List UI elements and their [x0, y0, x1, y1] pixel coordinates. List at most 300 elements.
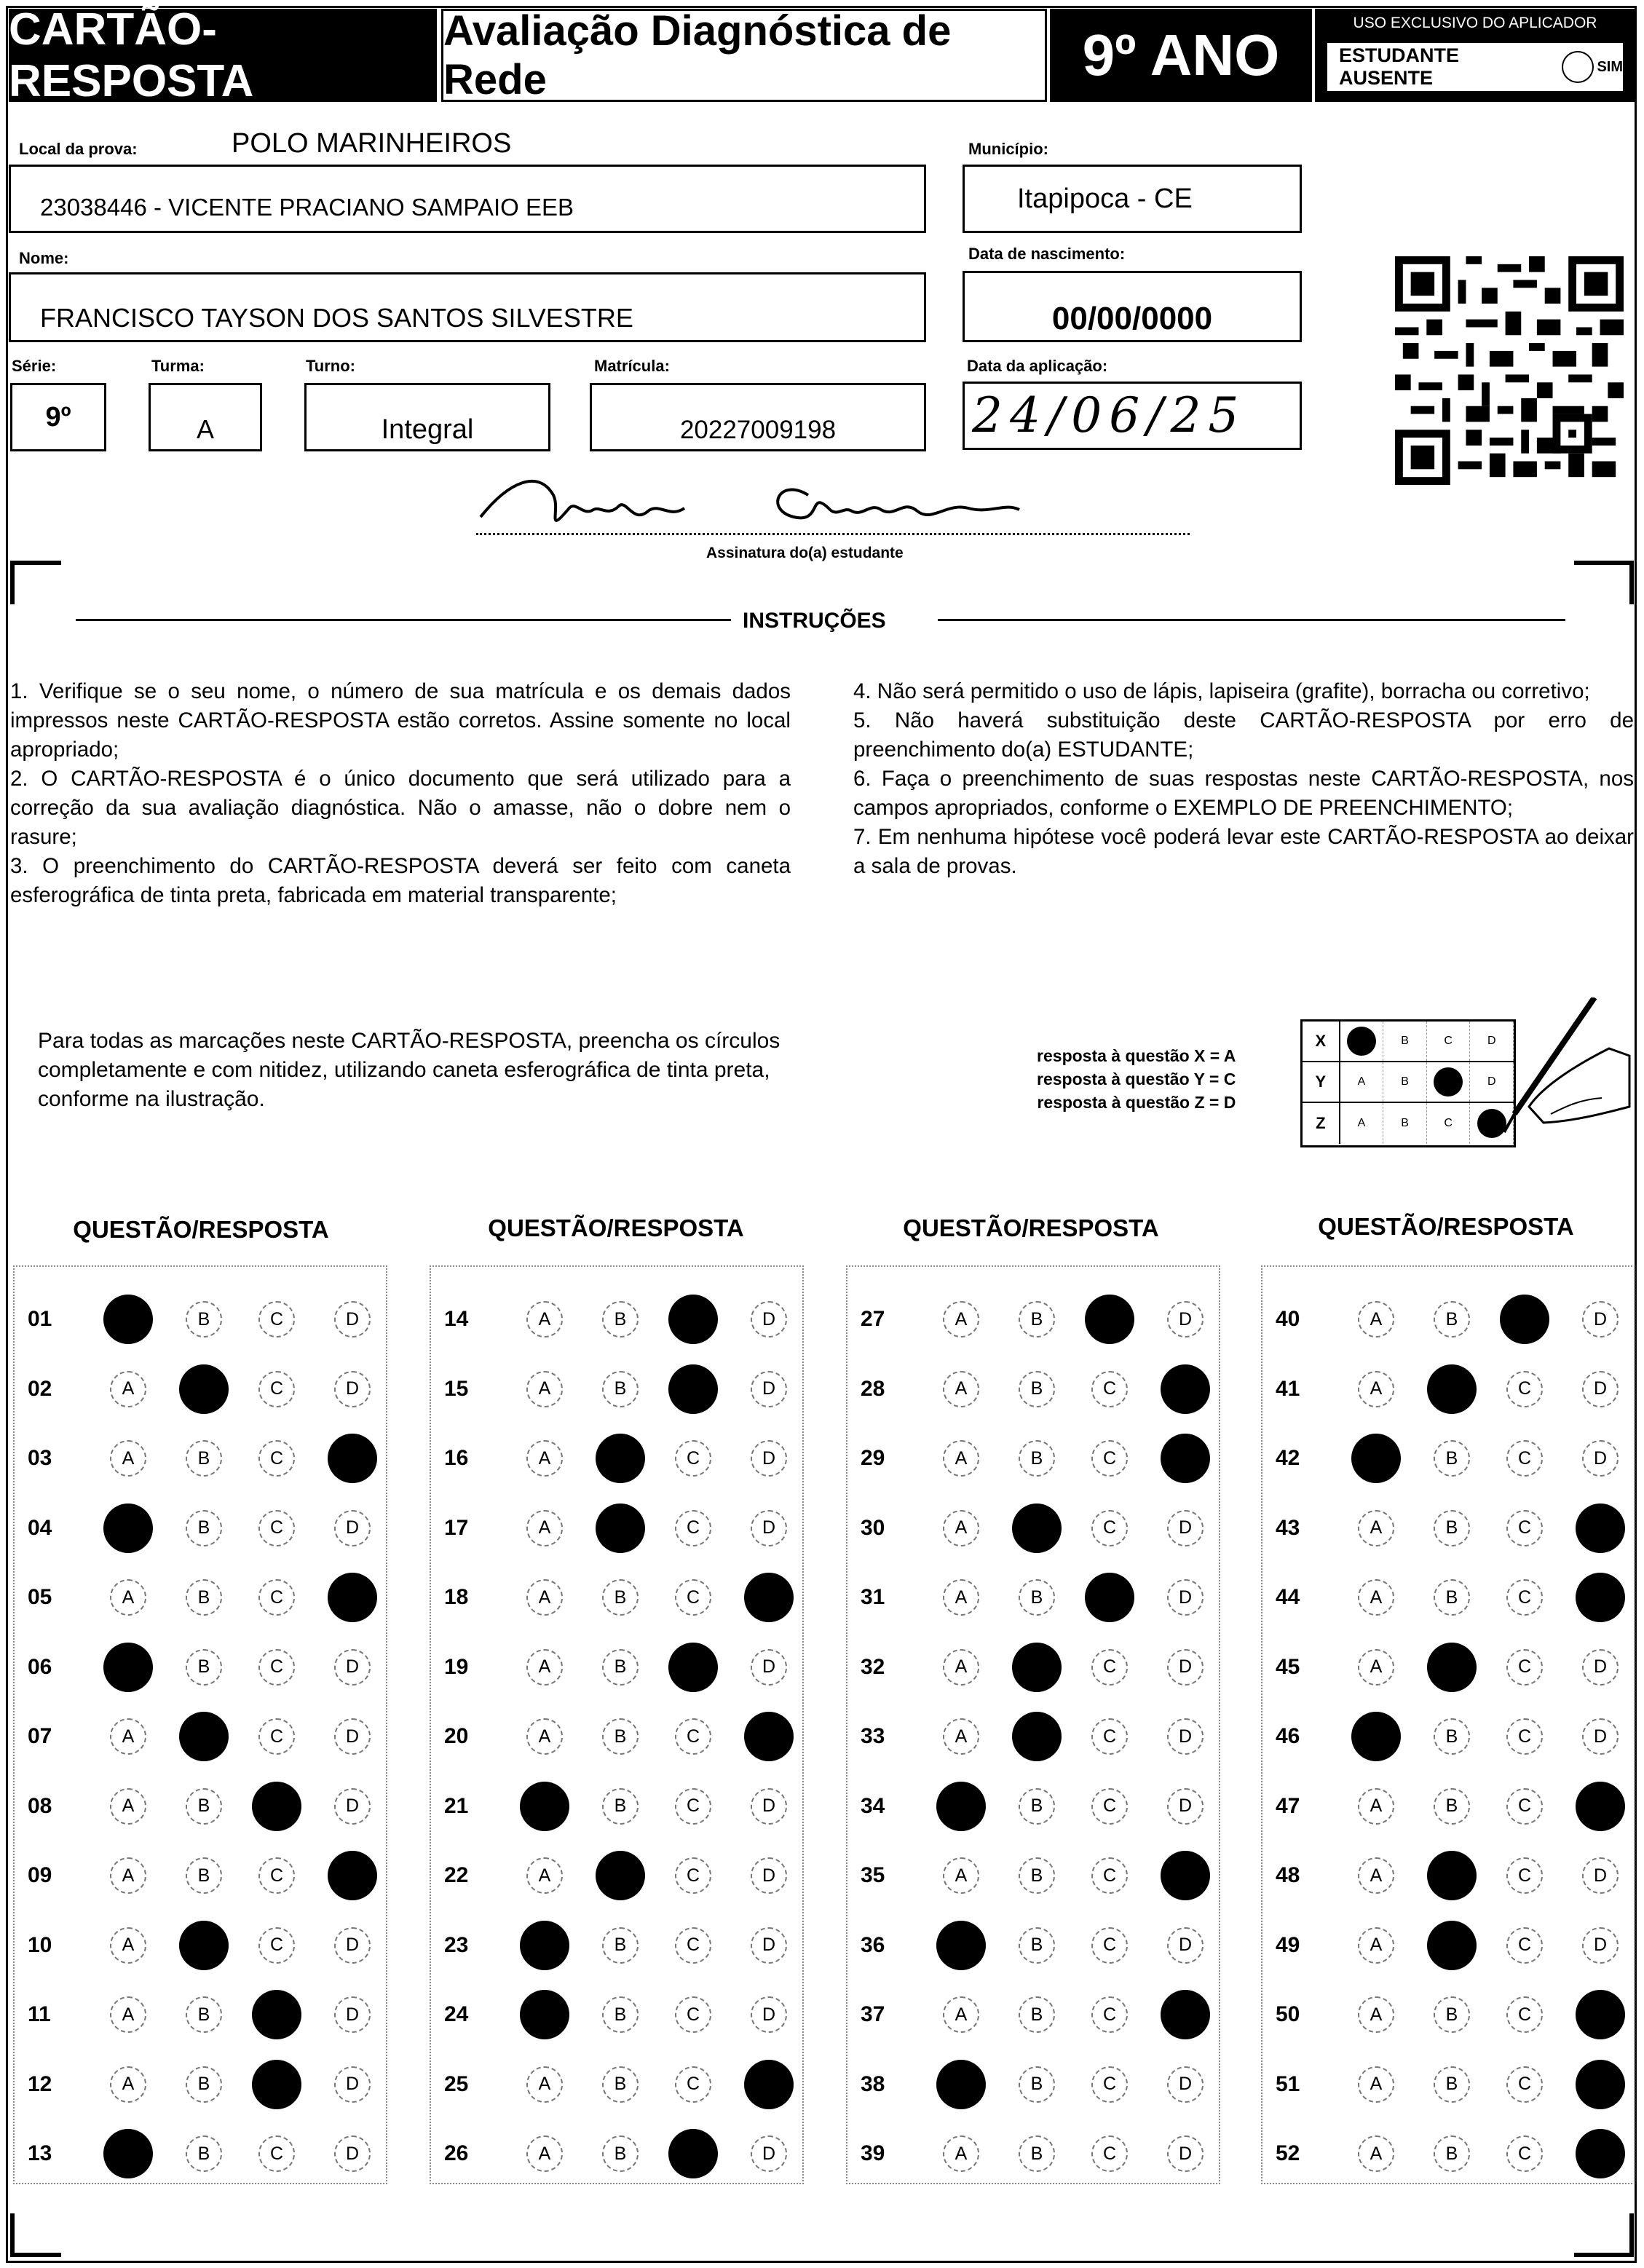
example-row: [1303, 1103, 1514, 1144]
absent-option: SIM: [1597, 58, 1623, 75]
example-row-label: Z: [1303, 1103, 1340, 1144]
answer-bubble-d[interactable]: D: [1582, 1649, 1619, 1686]
answer-bubble-b[interactable]: B: [1019, 1579, 1055, 1616]
answer-bubble-c[interactable]: C: [675, 1718, 711, 1755]
question-number: 08: [28, 1793, 52, 1818]
answer-bubble-filled[interactable]: [1351, 1712, 1401, 1761]
answer-bubble-a[interactable]: A: [110, 1440, 146, 1477]
absent-bubble[interactable]: [1562, 51, 1594, 83]
answer-bubble-filled[interactable]: [744, 1573, 794, 1622]
answer-bubble-filled[interactable]: [668, 1295, 718, 1344]
answer-bubble-d[interactable]: D: [1167, 1649, 1204, 1686]
answer-bubble-c[interactable]: C: [1091, 1788, 1128, 1825]
answer-bubble-a[interactable]: A: [1358, 1927, 1394, 1964]
answer-bubble-b[interactable]: B: [602, 2135, 639, 2172]
instructions-left: [10, 677, 791, 910]
answer-bubble-b[interactable]: B: [186, 1649, 222, 1686]
answer-bubble-a[interactable]: A: [1358, 1788, 1394, 1825]
answer-bubble-filled[interactable]: [252, 2060, 301, 2109]
answer-bubble-filled[interactable]: [1012, 1504, 1062, 1553]
answer-bubble-b[interactable]: B: [186, 1996, 222, 2033]
answer-bubble-a[interactable]: A: [526, 1649, 563, 1686]
matricula-field: [590, 383, 926, 451]
answer-bubble-a[interactable]: A: [943, 1440, 979, 1477]
answer-bubble-c[interactable]: C: [258, 1440, 295, 1477]
answer-bubble-b[interactable]: B: [1434, 1996, 1470, 2033]
serie-field: [10, 383, 106, 451]
answer-bubble-b[interactable]: B: [186, 1857, 222, 1894]
answer-bubble-c[interactable]: C: [1506, 2066, 1543, 2103]
answer-bubble-filled[interactable]: [1427, 1364, 1477, 1414]
turno-label: Turno:: [306, 357, 356, 375]
answer-bubble-filled[interactable]: [179, 1921, 229, 1970]
corner-mark-bl: [10, 2213, 61, 2257]
answer-bubble-filled[interactable]: [1085, 1295, 1134, 1344]
answer-bubble-d[interactable]: D: [1582, 1718, 1619, 1755]
answer-bubble-b[interactable]: B: [186, 2135, 222, 2172]
answer-bubble-filled[interactable]: [1500, 1295, 1549, 1344]
answer-bubble-c[interactable]: C: [258, 2135, 295, 2172]
instructions-right: [853, 677, 1634, 881]
answer-bubble-a[interactable]: A: [110, 2066, 146, 2103]
question-number: 22: [444, 1863, 469, 1887]
answer-bubble-a[interactable]: A: [943, 1371, 979, 1407]
example-legend-x: resposta à questão X = A: [1037, 1046, 1236, 1065]
signature-scribble: [466, 466, 1048, 539]
answer-bubble-filled[interactable]: [252, 1990, 301, 2039]
answer-bubble-filled[interactable]: [744, 1712, 794, 1761]
answer-bubble-a[interactable]: A: [526, 1718, 563, 1755]
answer-bubble-a[interactable]: A: [526, 2135, 563, 2172]
answer-bubble-filled[interactable]: [936, 1782, 986, 1831]
answer-bubble-c[interactable]: C: [675, 1510, 711, 1546]
answer-bubble-d[interactable]: D: [334, 1510, 371, 1546]
question-number: 28: [861, 1376, 885, 1401]
example-cell: [1427, 1062, 1471, 1102]
answer-bubble-b[interactable]: B: [1434, 1579, 1470, 1616]
question-number: 04: [28, 1515, 52, 1540]
serie-value: 9º: [45, 401, 71, 432]
answer-bubble-d[interactable]: D: [1167, 1788, 1204, 1825]
answer-bubble-b[interactable]: B: [186, 1301, 222, 1338]
question-number: 11: [28, 2002, 51, 2026]
local-value: POLO MARINHEIROS: [232, 128, 512, 159]
answer-bubble-b[interactable]: B: [602, 2066, 639, 2103]
answer-bubble-b[interactable]: B: [186, 1579, 222, 1616]
answer-bubble-d[interactable]: D: [1582, 1927, 1619, 1964]
answer-bubble-c[interactable]: C: [1506, 1927, 1543, 1964]
answer-bubble-c[interactable]: C: [258, 1301, 295, 1338]
answer-bubble-d[interactable]: D: [1167, 1718, 1204, 1755]
school-field: [9, 165, 926, 233]
answer-bubble-b[interactable]: B: [1019, 1996, 1055, 2033]
answer-bubble-d[interactable]: D: [1167, 1510, 1204, 1546]
answer-bubble-filled[interactable]: [1576, 1990, 1625, 2039]
answer-bubble-a[interactable]: A: [1358, 1301, 1394, 1338]
example-row-label: X: [1303, 1022, 1340, 1061]
nome-field: [9, 272, 926, 342]
answer-bubble-c[interactable]: C: [1506, 1718, 1543, 1755]
answer-bubble-d[interactable]: D: [751, 1510, 787, 1546]
answer-bubble-a[interactable]: A: [1358, 1857, 1394, 1894]
answer-bubble-filled[interactable]: [1427, 1921, 1477, 1970]
answer-bubble-b[interactable]: B: [186, 1788, 222, 1825]
answer-bubble-d[interactable]: D: [751, 2135, 787, 2172]
answer-bubble-d[interactable]: D: [334, 1371, 371, 1407]
answer-bubble-c[interactable]: C: [258, 1857, 295, 1894]
serie-label: Série:: [12, 357, 57, 375]
answer-bubble-a[interactable]: A: [943, 1996, 979, 2033]
answer-bubble-d[interactable]: D: [1167, 1927, 1204, 1964]
qr-code: [1395, 256, 1624, 485]
answer-bubble-d[interactable]: D: [1582, 1301, 1619, 1338]
answer-bubble-c[interactable]: C: [675, 1927, 711, 1964]
answer-bubble-c[interactable]: C: [1091, 1927, 1128, 1964]
answer-bubble-d[interactable]: D: [334, 1301, 371, 1338]
answer-bubble-filled[interactable]: [596, 1851, 645, 1900]
answer-bubble-b[interactable]: B: [1434, 1510, 1470, 1546]
corner-mark-tl: [10, 561, 61, 604]
answer-bubble-a[interactable]: A: [943, 2135, 979, 2172]
answer-bubble-c[interactable]: C: [1506, 2135, 1543, 2172]
answer-bubble-c[interactable]: C: [1506, 1510, 1543, 1546]
answer-bubble-c[interactable]: C: [675, 1857, 711, 1894]
signature-label: Assinatura do(a) estudante: [706, 545, 904, 561]
answer-bubble-filled[interactable]: [103, 2129, 153, 2178]
answer-bubble-c[interactable]: C: [258, 1718, 295, 1755]
question-number: 31: [861, 1585, 885, 1609]
answer-bubble-d[interactable]: D: [1167, 2066, 1204, 2103]
answer-bubble-c[interactable]: C: [1091, 2066, 1128, 2103]
answer-bubble-filled[interactable]: [328, 1851, 377, 1900]
exam-title: Avaliação Diagnóstica de Rede: [441, 9, 1047, 102]
answer-bubble-c[interactable]: C: [1091, 1649, 1128, 1686]
answer-bubble-d[interactable]: D: [1167, 1301, 1204, 1338]
answer-bubble-b[interactable]: B: [602, 1649, 639, 1686]
answer-bubble-filled[interactable]: [596, 1434, 645, 1483]
question-number: 17: [444, 1515, 469, 1540]
answer-bubble-filled[interactable]: [1161, 1434, 1210, 1483]
instruction-1: 1. Verifique se o seu nome, o número de sua matrícula e os demais dados impressos neste CARTÃO-RESPOSTA estão corretos. Assine somente no local apropriado;: [10, 679, 791, 762]
answer-bubble-d[interactable]: D: [1167, 1579, 1204, 1616]
answer-bubble-b[interactable]: B: [186, 2066, 222, 2103]
answer-bubble-filled[interactable]: [936, 1921, 986, 1970]
answer-bubble-c[interactable]: C: [1091, 1857, 1128, 1894]
answer-bubble-c[interactable]: C: [1091, 1510, 1128, 1546]
answer-bubble-d[interactable]: D: [1582, 1440, 1619, 1477]
question-number: 05: [28, 1585, 52, 1609]
answer-bubble-a[interactable]: A: [943, 1510, 979, 1546]
answer-bubble-b[interactable]: B: [602, 1371, 639, 1407]
answer-bubble-a[interactable]: A: [110, 1996, 146, 2033]
answer-bubble-c[interactable]: C: [675, 1579, 711, 1616]
answer-bubble-a[interactable]: A: [1358, 1371, 1394, 1407]
answer-bubble-b[interactable]: B: [1434, 1301, 1470, 1338]
answer-bubble-b[interactable]: B: [1434, 1440, 1470, 1477]
answer-bubble-d[interactable]: D: [751, 1857, 787, 1894]
answer-bubble-b[interactable]: B: [1019, 1371, 1055, 1407]
answer-bubble-filled[interactable]: [1161, 1364, 1210, 1414]
example-cell: C: [1427, 1022, 1471, 1061]
answer-bubble-d[interactable]: D: [1582, 1857, 1619, 1894]
question-number: 49: [1276, 1932, 1300, 1957]
answer-bubble-b[interactable]: B: [1434, 1788, 1470, 1825]
answer-bubble-c[interactable]: C: [675, 1996, 711, 2033]
answer-bubble-filled[interactable]: [744, 2060, 794, 2109]
answer-bubble-d[interactable]: D: [751, 1996, 787, 2033]
answer-bubble-filled[interactable]: [1427, 1851, 1477, 1900]
answer-bubble-a[interactable]: A: [110, 1927, 146, 1964]
question-number: 34: [861, 1793, 885, 1818]
question-number: 15: [444, 1376, 469, 1401]
answer-bubble-filled[interactable]: [179, 1364, 229, 1414]
answer-bubble-a[interactable]: A: [943, 1857, 979, 1894]
nome-label: Nome:: [19, 249, 69, 267]
answer-bubble-a[interactable]: A: [1358, 1649, 1394, 1686]
answer-bubble-c[interactable]: C: [258, 1510, 295, 1546]
answer-bubble-c[interactable]: C: [1506, 1371, 1543, 1407]
nascimento-field: [963, 271, 1302, 342]
aplicacao-label: Data da aplicação:: [967, 357, 1108, 375]
answer-bubble-a[interactable]: A: [526, 1301, 563, 1338]
answer-bubble-c[interactable]: C: [1506, 1996, 1543, 2033]
question-number: 41: [1276, 1376, 1300, 1401]
answer-bubble-filled[interactable]: [1576, 1504, 1625, 1553]
answer-bubble-a[interactable]: A: [110, 1788, 146, 1825]
answer-bubble-a[interactable]: A: [526, 1371, 563, 1407]
answer-bubble-filled[interactable]: [520, 1990, 569, 2039]
turma-label: Turma:: [151, 357, 205, 375]
answer-bubble-b[interactable]: B: [1019, 2135, 1055, 2172]
answer-bubble-filled[interactable]: [328, 1573, 377, 1622]
answer-bubble-b[interactable]: B: [1434, 2135, 1470, 2172]
answer-bubble-a[interactable]: A: [1358, 2066, 1394, 2103]
answer-bubble-c[interactable]: C: [675, 1440, 711, 1477]
answer-bubble-filled[interactable]: [103, 1295, 153, 1344]
pen-illustration: [1500, 997, 1631, 1143]
answer-bubble-filled[interactable]: [1351, 1434, 1401, 1483]
answer-bubble-c[interactable]: C: [258, 1649, 295, 1686]
answer-bubble-filled[interactable]: [1576, 2129, 1625, 2178]
answer-bubble-filled[interactable]: [1576, 2060, 1625, 2109]
answer-bubble-b[interactable]: B: [602, 1927, 639, 1964]
answer-bubble-c[interactable]: C: [258, 1579, 295, 1616]
question-number: 10: [28, 1932, 52, 1957]
answer-bubble-c[interactable]: C: [1091, 2135, 1128, 2172]
answer-bubble-d[interactable]: D: [1582, 1371, 1619, 1407]
answer-bubble-c[interactable]: C: [1091, 1440, 1128, 1477]
answer-bubble-filled[interactable]: [328, 1434, 377, 1483]
instruction-2: 2. O CARTÃO-RESPOSTA é o único documento que será utilizado para a correção da sua avaliação diagnóstica. Não o amasse, não o dobre nem o rasure;: [10, 767, 791, 849]
answer-bubble-filled[interactable]: [668, 2129, 718, 2178]
municipio-field: [963, 165, 1302, 233]
answer-bubble-c[interactable]: C: [1091, 1371, 1128, 1407]
question-number: 06: [28, 1654, 52, 1679]
answer-bubble-c[interactable]: C: [1506, 1788, 1543, 1825]
answer-bubble-a[interactable]: A: [1358, 1996, 1394, 2033]
example-cell: D: [1470, 1022, 1514, 1061]
instructions-rule-right: [938, 619, 1565, 621]
answer-bubble-a[interactable]: A: [943, 1718, 979, 1755]
aplicacao-field[interactable]: [963, 382, 1302, 450]
column-title-4: QUESTÃO/RESPOSTA: [1318, 1213, 1574, 1240]
answer-bubble-b[interactable]: B: [186, 1510, 222, 1546]
example-cell: B: [1383, 1062, 1427, 1102]
instruction-3: 3. O preenchimento do CARTÃO-RESPOSTA deverá ser feito com caneta esferográfica de tinta preta, fabricada em material transparente;: [10, 854, 791, 907]
aplicacao-value: 24/06/25: [972, 387, 1246, 443]
absent-label: ESTUDANTE AUSENTE: [1339, 44, 1460, 89]
answer-bubble-d[interactable]: D: [334, 1996, 371, 2033]
question-number: 35: [861, 1863, 885, 1887]
municipio-value: Itapipoca - CE: [1017, 183, 1193, 214]
grade-badge: 9º ANO: [1050, 9, 1312, 102]
answer-bubble-filled[interactable]: [936, 2060, 986, 2109]
answer-bubble-a[interactable]: A: [1358, 2135, 1394, 2172]
nascimento-value: 00/00/0000: [1051, 301, 1213, 336]
answer-bubble-d[interactable]: D: [751, 1927, 787, 1964]
answer-bubble-c[interactable]: C: [675, 2066, 711, 2103]
answer-bubble-c[interactable]: C: [1091, 1996, 1128, 2033]
answer-bubble-filled[interactable]: [1161, 1851, 1210, 1900]
answer-bubble-a[interactable]: A: [943, 1301, 979, 1338]
answer-bubble-a[interactable]: A: [526, 1510, 563, 1546]
answer-bubble-c[interactable]: C: [675, 1788, 711, 1825]
applicator-panel: [1315, 9, 1635, 102]
answer-bubble-a[interactable]: A: [526, 1579, 563, 1616]
answer-bubble-filled[interactable]: [520, 1782, 569, 1831]
answer-bubble-filled[interactable]: [1012, 1643, 1062, 1692]
example-row-label: Y: [1303, 1062, 1340, 1102]
answer-bubble-d[interactable]: D: [751, 1301, 787, 1338]
column-title-3: QUESTÃO/RESPOSTA: [903, 1214, 1159, 1241]
answer-bubble-a[interactable]: A: [110, 1371, 146, 1407]
question-number: 44: [1276, 1585, 1300, 1609]
answer-bubble-d[interactable]: D: [334, 1718, 371, 1755]
answer-bubble-a[interactable]: A: [1358, 1510, 1394, 1546]
answer-bubble-c[interactable]: C: [258, 1371, 295, 1407]
answer-bubble-filled[interactable]: [1085, 1573, 1134, 1622]
answer-bubble-a[interactable]: A: [526, 2066, 563, 2103]
question-number: 36: [861, 1932, 885, 1957]
example-legend-y: resposta à questão Y = C: [1037, 1070, 1236, 1088]
answer-bubble-a[interactable]: A: [1358, 1579, 1394, 1616]
answer-bubble-filled[interactable]: [668, 1643, 718, 1692]
answer-bubble-a[interactable]: A: [526, 1857, 563, 1894]
signature[interactable]: [466, 466, 1048, 539]
question-number: 23: [444, 1932, 469, 1957]
answer-bubble-d[interactable]: D: [751, 1649, 787, 1686]
answer-bubble-d[interactable]: D: [751, 1788, 787, 1825]
answer-bubble-b[interactable]: B: [1019, 1788, 1055, 1825]
answer-bubble-b[interactable]: B: [602, 1996, 639, 2033]
answer-bubble-a[interactable]: A: [110, 1857, 146, 1894]
answer-bubble-filled[interactable]: [520, 1921, 569, 1970]
question-number: 52: [1276, 2141, 1300, 2165]
answer-bubble-filled[interactable]: [252, 1782, 301, 1831]
question-number: 18: [444, 1585, 469, 1609]
answer-bubble-c[interactable]: C: [1506, 1857, 1543, 1894]
question-number: 45: [1276, 1654, 1300, 1679]
question-number: 09: [28, 1863, 52, 1887]
answer-bubble-filled[interactable]: [668, 1364, 718, 1414]
answer-bubble-d[interactable]: D: [334, 2066, 371, 2103]
answer-bubble-a[interactable]: A: [943, 1579, 979, 1616]
answer-bubble-c[interactable]: C: [258, 1927, 295, 1964]
example-cell: A: [1340, 1062, 1384, 1102]
answer-bubble-d[interactable]: D: [751, 1440, 787, 1477]
question-number: 47: [1276, 1793, 1300, 1818]
answer-bubble-d[interactable]: D: [1167, 2135, 1204, 2172]
corner-mark-tr: [1574, 561, 1634, 604]
question-number: 03: [28, 1446, 52, 1470]
answer-bubble-b[interactable]: B: [602, 1301, 639, 1338]
answer-bubble-c[interactable]: C: [1506, 1649, 1543, 1686]
answer-bubble-b[interactable]: B: [602, 1788, 639, 1825]
answer-bubble-filled[interactable]: [1576, 1573, 1625, 1622]
answer-bubble-filled[interactable]: [103, 1643, 153, 1692]
answer-bubble-c[interactable]: C: [1091, 1718, 1128, 1755]
example-cell: D: [1470, 1062, 1514, 1102]
example-row: [1303, 1022, 1514, 1062]
answer-bubble-d[interactable]: D: [751, 1371, 787, 1407]
signature-line: [476, 533, 1190, 535]
answer-bubble-d[interactable]: D: [334, 1927, 371, 1964]
answer-bubble-b[interactable]: B: [1434, 1718, 1470, 1755]
question-number: 27: [861, 1307, 885, 1331]
answer-bubble-d[interactable]: D: [334, 2135, 371, 2172]
answer-bubble-b[interactable]: B: [1434, 2066, 1470, 2103]
answer-bubble-b[interactable]: B: [1019, 1857, 1055, 1894]
answer-bubble-b[interactable]: B: [602, 1579, 639, 1616]
question-number: 26: [444, 2141, 469, 2165]
question-number: 02: [28, 1376, 52, 1401]
answer-bubble-b[interactable]: B: [1019, 2066, 1055, 2103]
question-number: 12: [28, 2071, 52, 2096]
answer-bubble-a[interactable]: A: [526, 1440, 563, 1477]
answer-bubble-a[interactable]: A: [110, 1579, 146, 1616]
example-legend: [1037, 1044, 1236, 1114]
answer-bubble-filled[interactable]: [179, 1712, 229, 1761]
column-title-1: QUESTÃO/RESPOSTA: [73, 1216, 329, 1243]
instruction-6: 6. Faça o preenchimento de suas respostas neste CARTÃO-RESPOSTA, nos campos apropriados, conforme o EXEMPLO DE PREENCHIMENTO;: [853, 767, 1634, 820]
answer-bubble-c[interactable]: C: [1506, 1579, 1543, 1616]
question-number: 21: [444, 1793, 469, 1818]
answer-bubble-a[interactable]: A: [943, 1649, 979, 1686]
instructions-rule-left: [76, 619, 731, 621]
answer-bubble-b[interactable]: B: [186, 1440, 222, 1477]
instruction-4: 4. Não será permitido o uso de lápis, lapiseira (grafite), borracha ou corretivo;: [853, 679, 1590, 703]
answer-bubble-d[interactable]: D: [334, 1649, 371, 1686]
answer-bubble-c[interactable]: C: [1506, 1440, 1543, 1477]
answer-bubble-a[interactable]: A: [110, 1718, 146, 1755]
question-number: 46: [1276, 1724, 1300, 1748]
answer-bubble-filled[interactable]: [1012, 1712, 1062, 1761]
example-cell: B: [1383, 1103, 1427, 1144]
example-cell: [1340, 1022, 1384, 1061]
answer-bubble-b[interactable]: B: [1019, 1301, 1055, 1338]
answer-bubble-filled[interactable]: [1576, 1782, 1625, 1831]
answer-bubble-b[interactable]: B: [1019, 1927, 1055, 1964]
answer-bubble-filled[interactable]: [596, 1504, 645, 1553]
answer-bubble-filled[interactable]: [103, 1504, 153, 1553]
answer-bubble-b[interactable]: B: [602, 1718, 639, 1755]
answer-bubble-d[interactable]: D: [334, 1788, 371, 1825]
example-cell: B: [1383, 1022, 1427, 1061]
answer-bubble-filled[interactable]: [1427, 1643, 1477, 1692]
question-number: 19: [444, 1654, 469, 1679]
answer-bubble-filled[interactable]: [1161, 1990, 1210, 2039]
answer-bubble-b[interactable]: B: [1019, 1440, 1055, 1477]
